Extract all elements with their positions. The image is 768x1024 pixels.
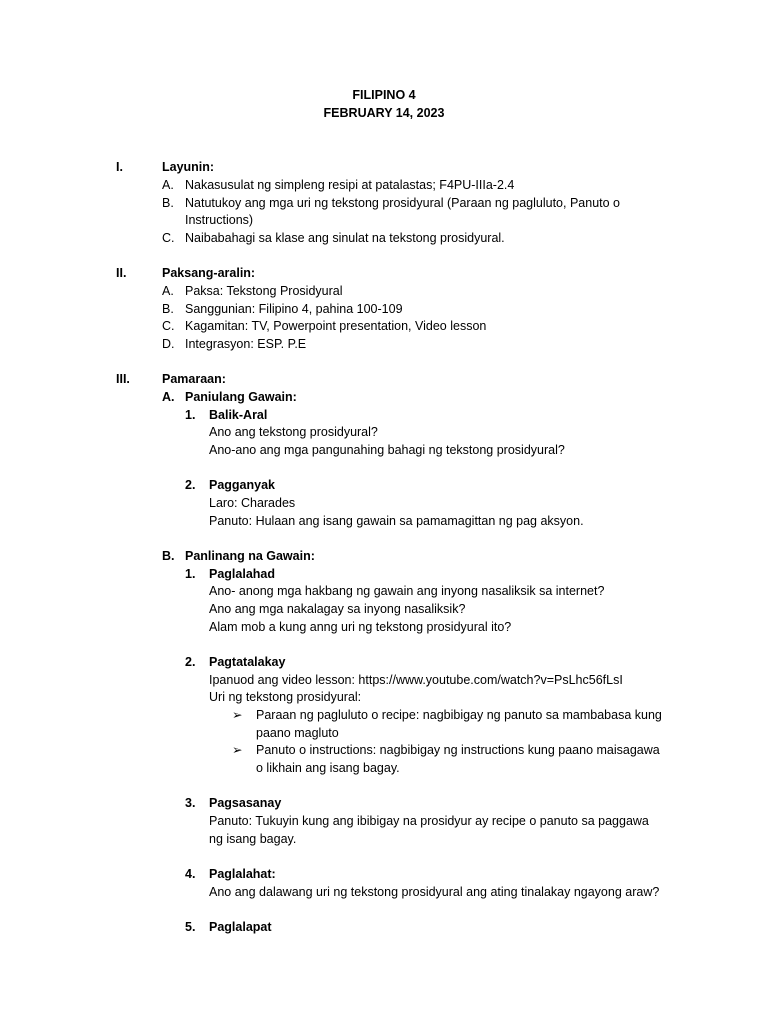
section-2-c-marker: C. <box>162 319 175 333</box>
section-2-b-text: Sanggunian: Filipino 4, pahina 100-109 <box>185 302 403 316</box>
step-b2-number: 2. <box>185 655 196 669</box>
step-b1-line-2: Ano ang mga nakalagay sa inyong nasaliksik? <box>209 602 466 616</box>
lesson-date: FEBRUARY 14, 2023 <box>323 106 445 120</box>
step-b2-title: Pagtatalakay <box>209 655 286 669</box>
bullet-arrow-icon: ➢ <box>232 743 243 757</box>
step-b3-title: Pagsasanay <box>209 796 282 810</box>
step-b3-line-1: Panuto: Tukuyin kung ang ibibigay na prosidyur ay recipe o panuto sa paggawa <box>209 814 649 828</box>
step-a2-line-2: Panuto: Hulaan ang isang gawain sa pamamagittan ng pag aksyon. <box>209 514 584 528</box>
step-b4-number: 4. <box>185 867 196 881</box>
section-3-title: Pamaraan: <box>162 372 226 386</box>
section-3-number: III. <box>116 372 130 386</box>
step-a1-number: 1. <box>185 408 196 422</box>
section-1-number: I. <box>116 160 123 174</box>
step-a1-line-2: Ano-ano ang mga pangunahing bahagi ng tekstong prosidyural? <box>209 443 565 457</box>
step-a1-line-1: Ano ang tekstong prosidyural? <box>209 425 378 439</box>
section-2-c-text: Kagamitan: TV, Powerpoint presentation, Video lesson <box>185 319 487 333</box>
section-2-title: Paksang-aralin: <box>162 266 256 280</box>
subject-title: FILIPINO 4 <box>352 88 416 102</box>
section-1-a-marker: A. <box>162 178 174 192</box>
step-b4-title: Paglalahat: <box>209 867 276 881</box>
step-b1-line-3: Alam mob a kung anng uri ng tekstong prosidyural ito? <box>209 620 512 634</box>
step-b5-title: Paglalapat <box>209 920 272 934</box>
section-1-a-text: Nakasusulat ng simpleng resipi at patalastas; F4PU-IIIa-2.4 <box>185 178 515 192</box>
bullet-1-text-cont: paano magluto <box>256 726 339 740</box>
section-1-b-marker: B. <box>162 196 174 210</box>
step-a2-title: Pagganyak <box>209 478 276 492</box>
step-b3-line-2: ng isang bagay. <box>209 832 297 846</box>
section-1-b-text: Natutukoy ang mga uri ng tekstong prosidyural (Paraan ng pagluluto, Panuto o <box>185 196 620 210</box>
bullet-2-text: Panuto o instructions: nagbibigay ng instructions kung paano maisagawa <box>256 743 660 757</box>
step-b1-title: Paglalahad <box>209 567 275 581</box>
section-3-b-heading: Panlinang na Gawain: <box>185 549 315 563</box>
step-b1-number: 1. <box>185 567 196 581</box>
step-b2-line-2: Uri ng tekstong prosidyural: <box>209 690 362 704</box>
step-b4-line-1: Ano ang dalawang uri ng tekstong prosidyural ang ating tinalakay ngayong araw? <box>209 885 660 899</box>
section-1-c-text: Naibabahagi sa klase ang sinulat na tekstong prosidyural. <box>185 231 505 245</box>
step-b3-number: 3. <box>185 796 196 810</box>
section-2-a-marker: A. <box>162 284 174 298</box>
section-2-b-marker: B. <box>162 302 174 316</box>
bullet-1-text: Paraan ng pagluluto o recipe: nagbibigay ng panuto sa mambabasa kung <box>256 708 662 722</box>
section-2-number: II. <box>116 266 127 280</box>
bullet-arrow-icon: ➢ <box>232 708 243 722</box>
section-3-a-heading: Paniulang Gawain: <box>185 390 297 404</box>
section-2-a-text: Paksa: Tekstong Prosidyural <box>185 284 343 298</box>
section-2-d-text: Integrasyon: ESP. P.E <box>185 337 307 351</box>
step-b2-video-line: Ipanuod ang video lesson: https://www.youtube.com/watch?v=PsLhc56fLsI <box>209 673 623 687</box>
step-a2-number: 2. <box>185 478 196 492</box>
step-b5-number: 5. <box>185 920 196 934</box>
section-1-b-text-cont: Instructions) <box>185 213 254 227</box>
step-b1-line-1: Ano- anong mga hakbang ng gawain ang inyong nasaliksik sa internet? <box>209 584 605 598</box>
section-1-c-marker: C. <box>162 231 175 245</box>
section-3-a-marker: A. <box>162 390 175 404</box>
section-1-title: Layunin: <box>162 160 215 174</box>
step-a2-line-1: Laro: Charades <box>209 496 296 510</box>
section-3-b-marker: B. <box>162 549 175 563</box>
section-2-d-marker: D. <box>162 337 175 351</box>
step-a1-title: Balik-Aral <box>209 408 268 422</box>
bullet-2-text-cont: o likhain ang isang bagay. <box>256 761 400 775</box>
